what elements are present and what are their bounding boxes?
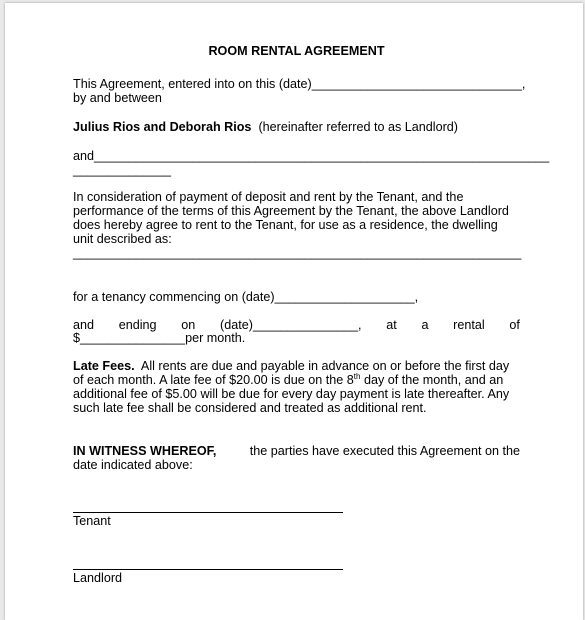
- late-fees-text: day of the month, and an: [360, 373, 504, 387]
- tenant-signature-line[interactable]: [73, 512, 343, 513]
- tenant-blank-line-2: ______________: [73, 163, 172, 177]
- tenant-label: Tenant: [73, 514, 111, 528]
- consideration-line-2: performance of the terms of this Agreement by the Tenant, the above Landlord: [73, 204, 509, 218]
- landlord-label: Landlord: [73, 571, 123, 585]
- witness-line-1: [73, 444, 520, 458]
- consideration-line-3: does hereby agree to rent to the Tenant, for use as a residence, the dwelling: [73, 218, 498, 232]
- ending-word: rental: [453, 318, 485, 332]
- unit-description-blank: ________________________________________________________________: [73, 246, 522, 260]
- witness-line-2: date indicated above:: [73, 458, 193, 472]
- late-fees-line-4: such late fee shall be considered and treated as additional rent.: [73, 401, 427, 415]
- ending-date-line: [73, 318, 520, 332]
- ending-word: ending: [118, 318, 157, 332]
- late-fees-text: of each month. A late fee of $20.00 is due on the 8: [73, 373, 354, 387]
- ending-word: a: [421, 318, 429, 332]
- ending-date-blank: (date)_______________,: [220, 318, 362, 332]
- landlord-reference: (hereinafter referred to as Landlord): [258, 120, 458, 134]
- tenant-blank-line: and_________________________________________________________________: [73, 149, 550, 163]
- late-fees-line-1: [73, 359, 509, 373]
- ending-word: on: [181, 318, 196, 332]
- document-title: ROOM RENTAL AGREEMENT: [208, 44, 385, 58]
- late-fees-label: Late Fees.: [73, 359, 135, 373]
- rent-amount-line: $_______________per month.: [73, 331, 246, 345]
- late-fees-line-2: [73, 373, 503, 387]
- witness-text: the parties have executed this Agreement on the: [249, 444, 520, 458]
- intro-line-1: This Agreement, entered into on this (date)______________________________,: [73, 77, 526, 91]
- landlord-signature-line[interactable]: [73, 569, 343, 570]
- consideration-line-4: unit described as:: [73, 232, 172, 246]
- landlord-line: [73, 120, 458, 134]
- tenancy-start-line: for a tenancy commencing on (date)____________________,: [73, 290, 419, 304]
- document-page: [5, 3, 583, 620]
- late-fees-text: All rents are due and payable in advance on or before the first day: [140, 359, 510, 373]
- consideration-line-1: In consideration of payment of deposit and rent by the Tenant, and the: [73, 190, 464, 204]
- late-fees-line-3: additional fee of $5.00 will be due for every day payment is late thereafter. Any: [73, 387, 510, 401]
- ending-word: at: [386, 318, 397, 332]
- ordinal-suffix: th: [353, 371, 361, 381]
- ending-word: and: [73, 318, 95, 332]
- intro-line-2: by and between: [73, 91, 162, 105]
- ending-word: of: [509, 318, 520, 332]
- landlord-names: Julius Rios and Deborah Rios: [73, 120, 252, 134]
- witness-label: IN WITNESS WHEREOF,: [73, 444, 217, 458]
